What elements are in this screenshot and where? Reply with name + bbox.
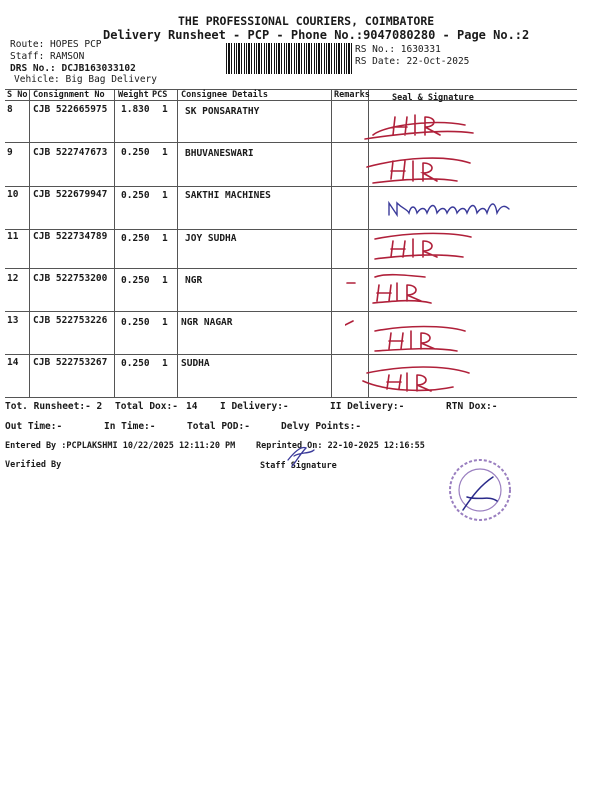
row-consignment: CJB 522747673 bbox=[33, 147, 108, 158]
verified-by: Verified By bbox=[5, 460, 62, 470]
tot-runsheet: Tot. Runsheet:- 2 bbox=[5, 401, 103, 412]
vehicle: Vehicle: Big Bag Delivery bbox=[14, 74, 157, 85]
row-consignment: CJB 522734789 bbox=[33, 231, 108, 242]
col-divider bbox=[29, 89, 30, 397]
row-sno: 8 bbox=[7, 104, 13, 115]
row-sno: 9 bbox=[7, 147, 13, 158]
entered-by: Entered By :PCPLAKSHMI 10/22/2025 12:11:20 PM bbox=[5, 441, 236, 451]
in-time: In Time:- bbox=[104, 421, 156, 432]
signature-row-9 bbox=[367, 158, 470, 183]
staff-signature: Staff Signature bbox=[260, 461, 337, 471]
col-pcs: PCS bbox=[152, 90, 168, 100]
row-consignee: BHUVANESWARI bbox=[185, 148, 254, 159]
office-stamp bbox=[445, 455, 515, 525]
row-consignment: CJB 522753200 bbox=[33, 273, 108, 284]
signature-row-11 bbox=[375, 233, 471, 259]
staff: Staff: RAMSON bbox=[10, 51, 85, 62]
row-pcs: 1 bbox=[162, 358, 168, 369]
row-sno: 10 bbox=[7, 189, 19, 200]
signature-row-8 bbox=[365, 115, 473, 139]
row-consignee: NGR NAGAR bbox=[181, 317, 233, 328]
row-weight: 0.250 bbox=[121, 233, 150, 244]
row-sno: 14 bbox=[7, 357, 19, 368]
row-consignment: CJB 522753226 bbox=[33, 315, 108, 326]
signature-row-14 bbox=[363, 367, 469, 391]
row-pcs: 1 bbox=[162, 147, 168, 158]
row-sno: 13 bbox=[7, 315, 19, 326]
col-consignment: Consignment No bbox=[33, 90, 105, 100]
col-divider bbox=[331, 89, 332, 397]
row-consignee: SK PONSARATHY bbox=[185, 106, 260, 117]
runsheet-title: Delivery Runsheet - PCP - Phone No.:9047080280 - Page No.:2 bbox=[103, 28, 530, 42]
row-consignee: NGR bbox=[185, 275, 203, 286]
row-sno: 12 bbox=[7, 273, 19, 284]
signature-row-13 bbox=[345, 321, 465, 351]
col-sno: S No bbox=[7, 90, 28, 100]
row-weight: 0.250 bbox=[121, 275, 150, 286]
row-pcs: 1 bbox=[162, 190, 168, 201]
row-pcs: 1 bbox=[162, 275, 168, 286]
row-pcs: 1 bbox=[162, 233, 168, 244]
total-dox-value: 14 bbox=[186, 401, 198, 412]
drs-no: DRS No.: DCJB163033102 bbox=[10, 63, 136, 74]
col-divider bbox=[177, 89, 178, 397]
row-pcs: 1 bbox=[162, 317, 168, 328]
row-sno: 11 bbox=[7, 231, 19, 242]
row-consignee: SAKTHI MACHINES bbox=[185, 190, 271, 201]
row-consignment: CJB 522753267 bbox=[33, 357, 108, 368]
row-consignment: CJB 522665975 bbox=[33, 104, 108, 115]
delvy-points: Delvy Points:- bbox=[281, 421, 362, 432]
rs-number: RS No.: 1630331 bbox=[355, 44, 441, 55]
row-weight: 1.830 bbox=[121, 104, 150, 115]
reprinted-on: Reprinted On: 22-10-2025 12:16:55 bbox=[256, 441, 425, 451]
table-header-border bbox=[5, 100, 577, 101]
rtn-dox: RTN Dox:- bbox=[446, 401, 498, 412]
handwritten-signatures bbox=[345, 105, 585, 405]
out-time: Out Time:- bbox=[5, 421, 63, 432]
row-consignment: CJB 522679947 bbox=[33, 189, 108, 200]
row-pcs: 1 bbox=[162, 104, 168, 115]
row-consignee: JOY SUDHA bbox=[185, 233, 237, 244]
col-remarks: Remarks bbox=[334, 90, 370, 100]
row-weight: 0.250 bbox=[121, 190, 150, 201]
staff-signature-scribble bbox=[280, 440, 320, 470]
col-divider bbox=[114, 89, 115, 397]
row-weight: 0.250 bbox=[121, 147, 150, 158]
company-name: THE PROFESSIONAL COURIERS, COIMBATORE bbox=[178, 14, 435, 28]
row-consignee: SUDHA bbox=[181, 358, 210, 369]
signature-row-12 bbox=[347, 275, 431, 303]
barcode bbox=[226, 43, 352, 74]
ii-delivery: II Delivery:- bbox=[330, 401, 405, 412]
row-weight: 0.250 bbox=[121, 317, 150, 328]
i-delivery: I Delivery:- bbox=[220, 401, 289, 412]
col-seal-signature: Seal & Signature bbox=[392, 93, 474, 103]
total-dox-label: Total Dox:- bbox=[115, 401, 178, 412]
rs-date: RS Date: 22-Oct-2025 bbox=[355, 56, 470, 67]
signature-row-10 bbox=[389, 203, 509, 215]
route: Route: HOPES PCP bbox=[10, 39, 102, 50]
col-weight: Weight bbox=[118, 90, 149, 100]
col-consignee: Consignee Details bbox=[181, 90, 268, 100]
row-weight: 0.250 bbox=[121, 358, 150, 369]
total-pod: Total POD:- bbox=[187, 421, 250, 432]
